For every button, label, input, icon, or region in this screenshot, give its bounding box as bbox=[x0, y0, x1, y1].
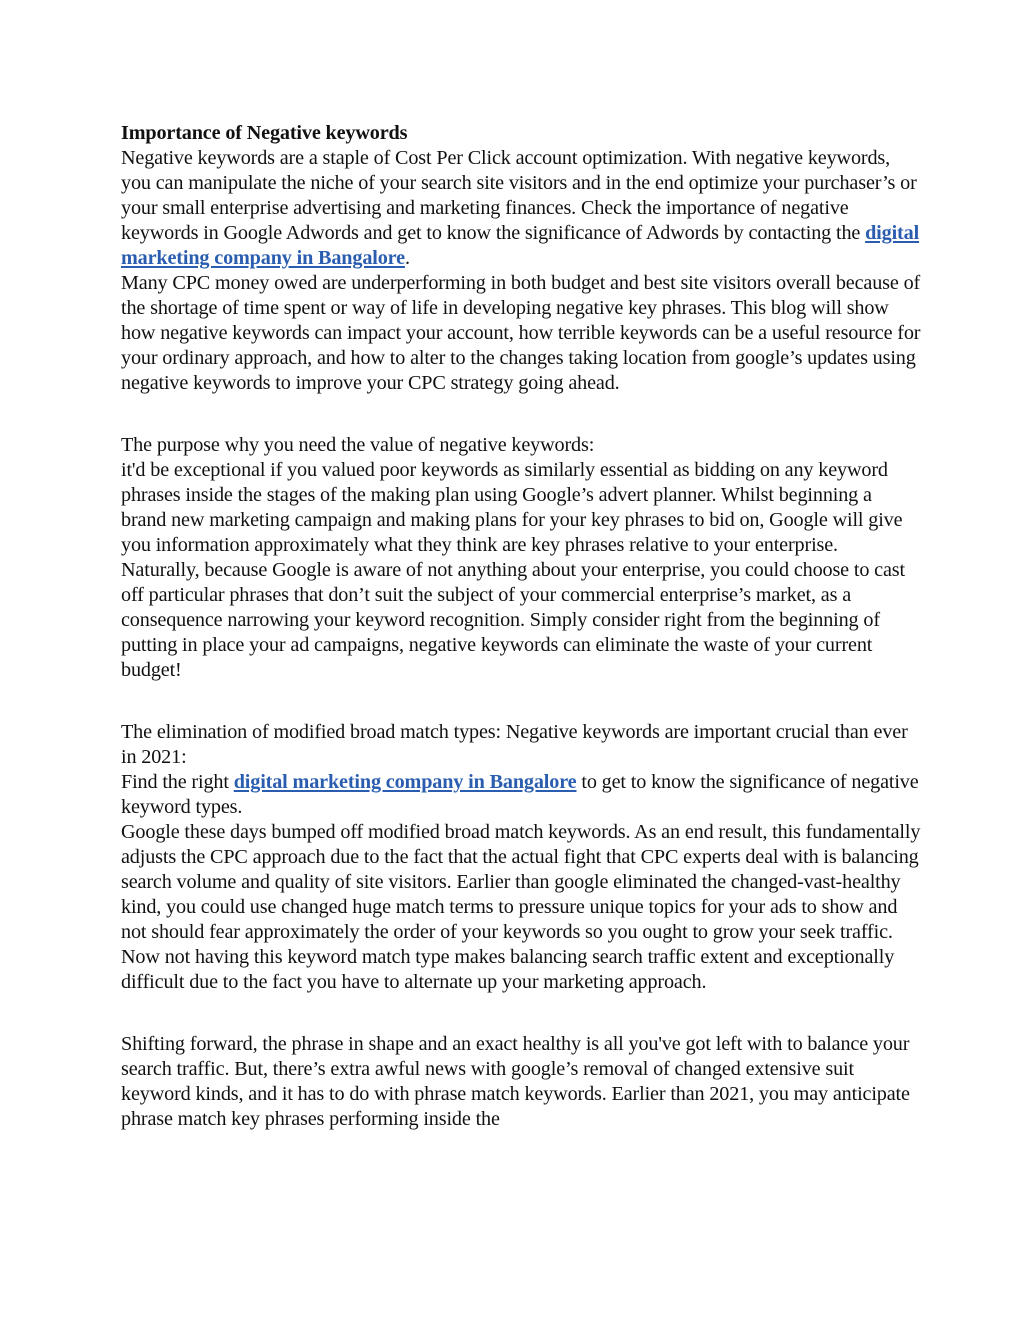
section-heading-elimination: The elimination of modified broad match types: Negative keywords are important crucial than ever in 2021: bbox=[121, 721, 908, 768]
intro-paragraph bbox=[121, 146, 921, 271]
broad-match-paragraph: Google these days bumped off modified broad match keywords. As an end result, this fundamentally adjusts the CPC approach due to the fact that the actual fight that CPC experts deal with is balancing search volume and quality of site visitors. Earlier than google eliminated the changed-vast-healthy kind, you could use changed huge match terms to pressure unique topics for your ads to show and not should fear approximately the order of your keywords so you ought to grow your seek traffic. Now not having this keyword match type makes balancing search traffic extent and exceptionally difficult due to the fact you have to alternate up your marketing approach. bbox=[121, 821, 921, 993]
find-text-end: to get to know the significance of negative keyword types. bbox=[121, 771, 919, 818]
intro-text: Negative keywords are a staple of Cost Per Click account optimization. With negative keywords, you can manipulate the niche of your search site visitors and in the end optimize your purchaser’s or your small enterprise advertising and marketing finances. Check the importance of negative keywords in Google Adwords and get to know the significance of Adwords by contacting the bbox=[121, 147, 917, 244]
section-heading-purpose: The purpose why you need the value of negative keywords: bbox=[121, 434, 595, 456]
section-heading-importance: Importance of Negative keywords bbox=[121, 122, 408, 144]
paragraph-gap bbox=[121, 683, 921, 720]
purpose-paragraph: it'd be exceptional if you valued poor keywords as similarly essential as bidding on any keyword phrases inside the stages of the making plan using Google’s advert planner. Whilst beginning a brand new marketing campaign and making plans for your key phrases to bid on, Google will give you information approximately what they think are key phrases relative to your enterprise. Naturally, because Google is aware of not anything about your enterprise, you could choose to cast off particular phrases that don’t suit the subject of your commercial enterprise’s market, as a consequence narrowing your keyword recognition. Simply consider right from the beginning of putting in place your ad campaigns, negative keywords can eliminate the waste of your current budget! bbox=[121, 459, 905, 681]
digital-marketing-link-2[interactable]: digital marketing company in Bangalore bbox=[233, 771, 577, 793]
paragraph-gap bbox=[121, 995, 921, 1032]
digital-marketing-link-1[interactable]: digital marketing company in Bangalore bbox=[121, 222, 920, 269]
intro-text-end: . bbox=[404, 247, 410, 269]
shifting-forward-paragraph: Shifting forward, the phrase in shape and an exact healthy is all you've got left with to balance your search traffic. But, there’s extra awful news with google’s removal of changed extensive suit keyword kinds, and it has to do with phrase match keywords. Earlier than 2021, you may anticipate phrase match key phrases performing inside the bbox=[121, 1033, 910, 1130]
find-company-paragraph bbox=[121, 770, 921, 820]
paragraph-gap bbox=[121, 396, 921, 433]
document-page bbox=[121, 121, 921, 1132]
cpc-paragraph: Many CPC money owed are underperforming in both budget and best site visitors overall because of the shortage of time spent or way of life in developing negative key phrases. This blog will show how negative keywords can impact your account, how terrible keywords can be a useful resource for your ordinary approach, and how to alter to the changes taking location from google’s updates using negative keywords to improve your CPC strategy going ahead. bbox=[121, 272, 921, 394]
find-text: Find the right bbox=[121, 771, 234, 793]
